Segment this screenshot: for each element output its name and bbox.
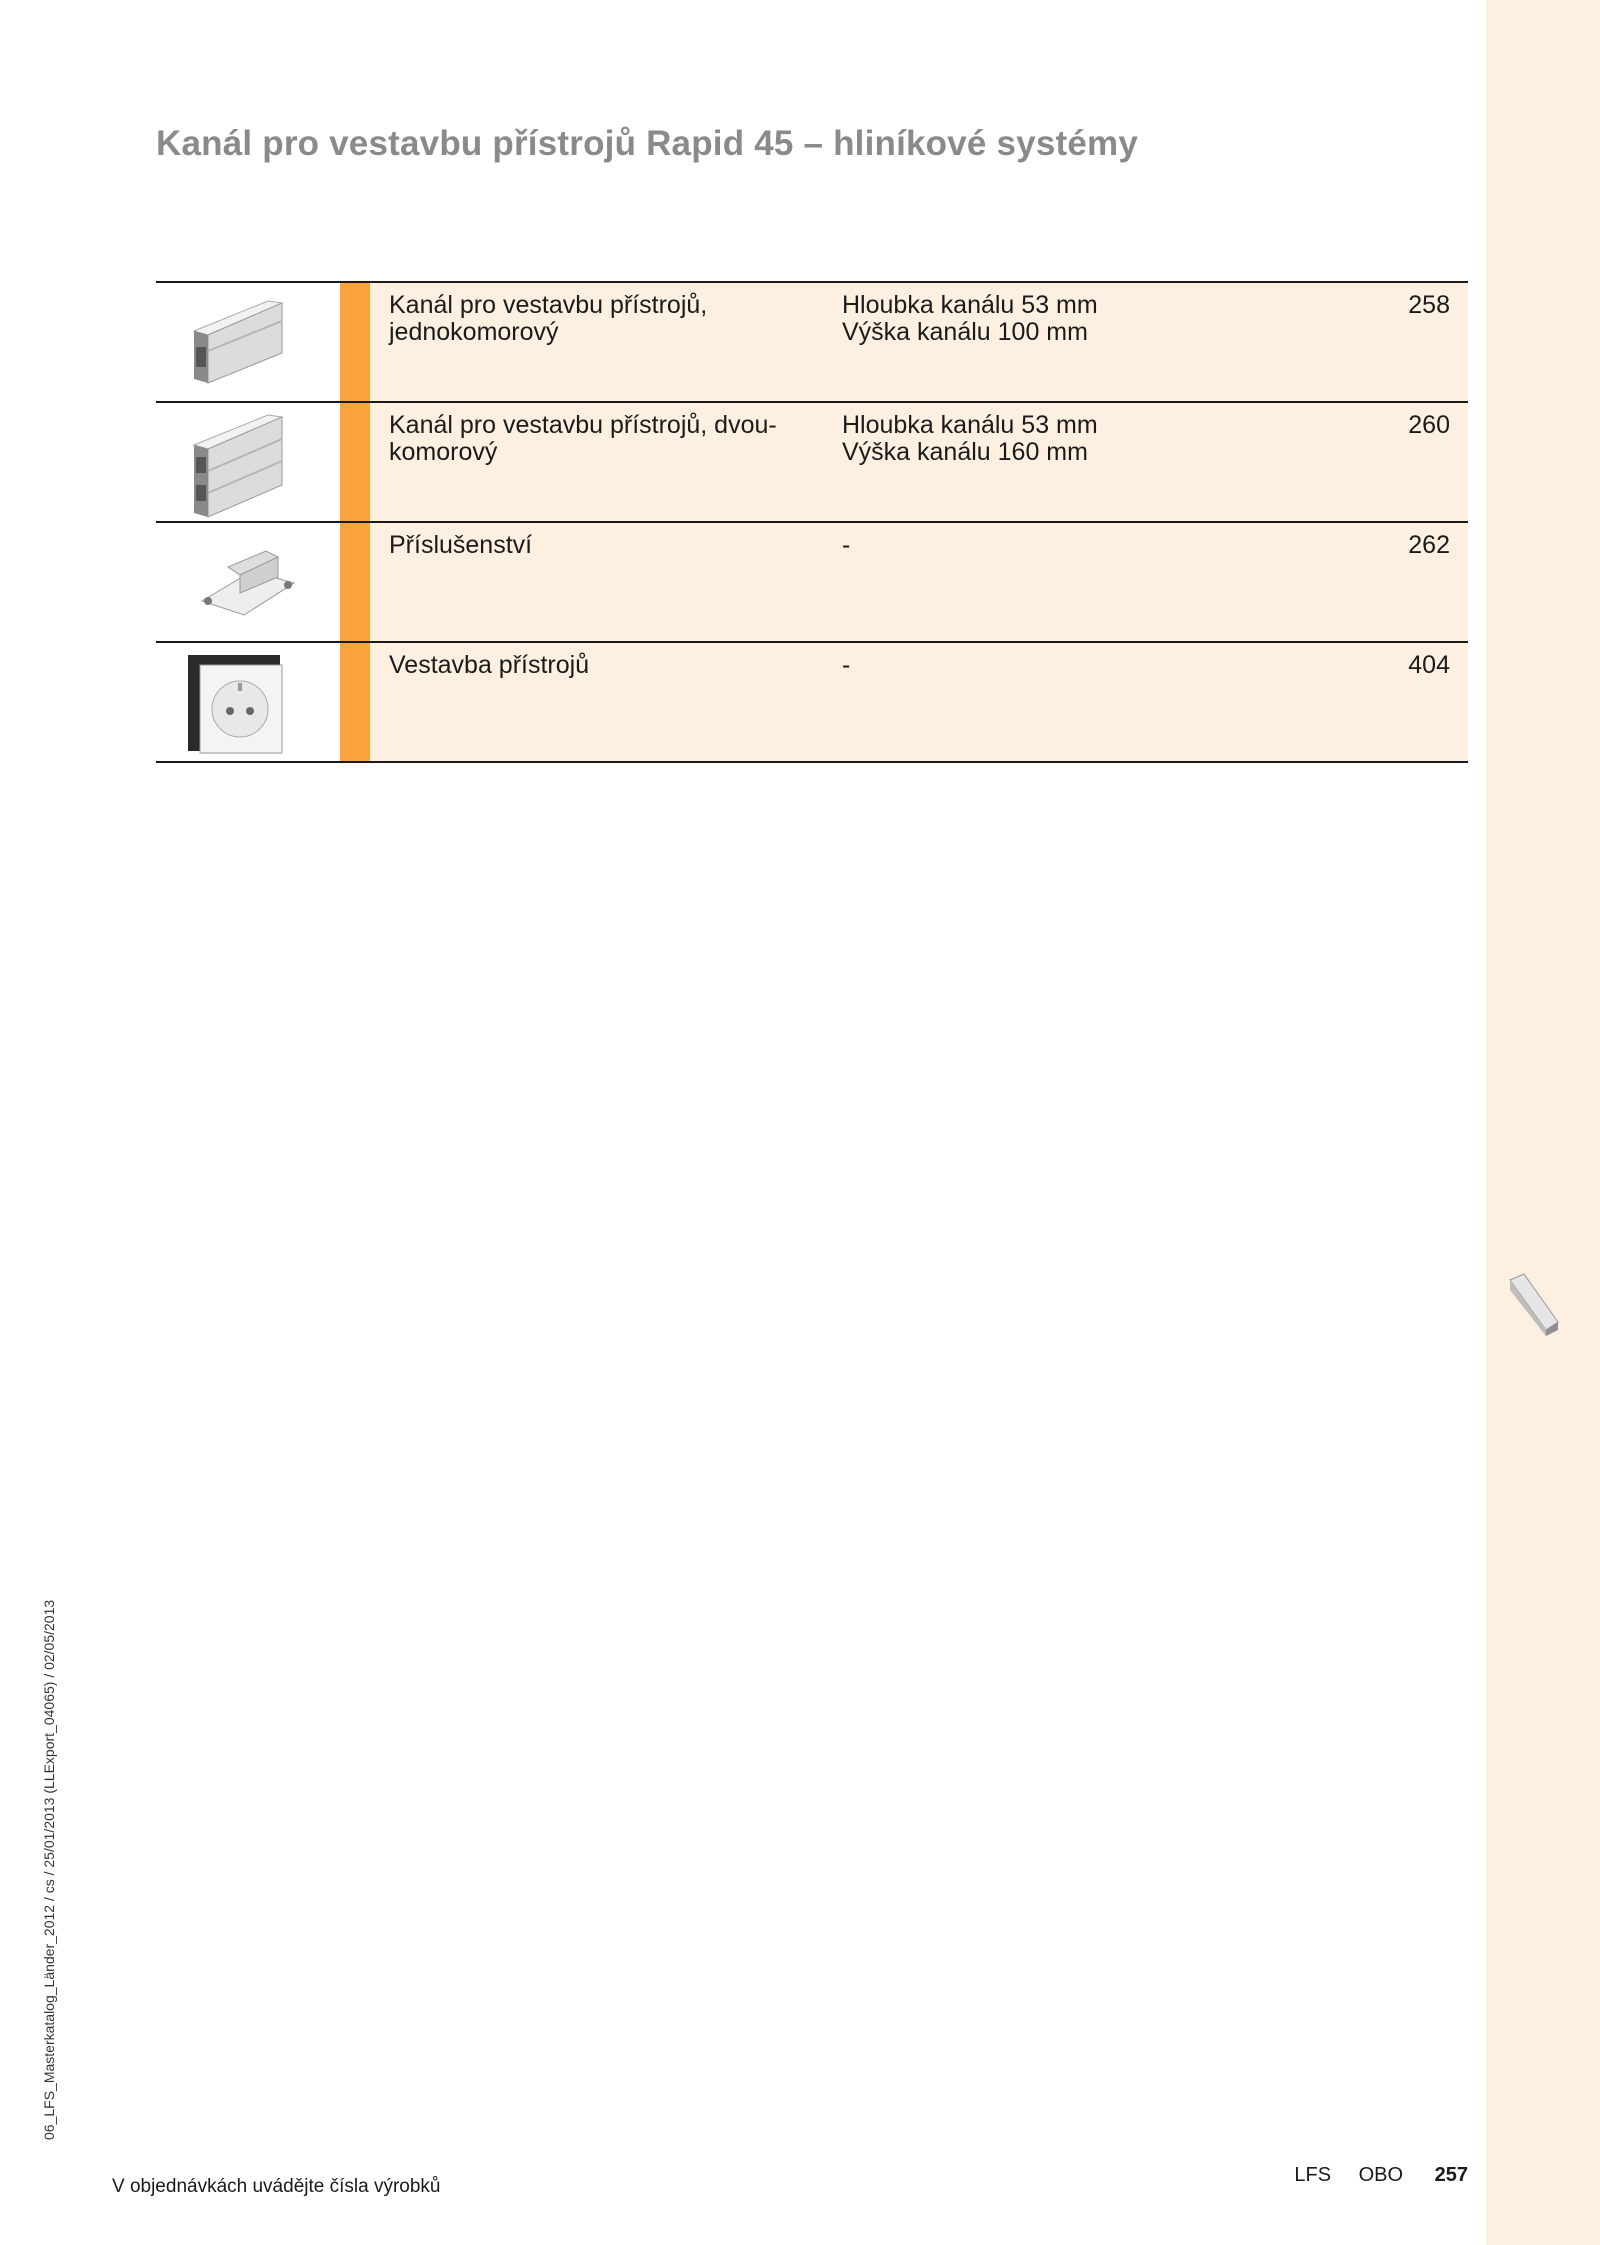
product-spec: Hloubka kanálu 53 mm Výška kanálu 160 mm (842, 411, 1098, 466)
product-name: Kanál pro vestavbu přístrojů, dvou- komorový (389, 411, 777, 466)
section-code: LFS (1294, 2164, 1332, 2186)
page-number: 257 (1434, 2164, 1468, 2186)
table-row[interactable] (156, 401, 1468, 521)
page-reference[interactable]: 404 (1408, 651, 1450, 679)
accessory-bracket-icon (156, 523, 340, 641)
document-meta: 06_LFS_Masterkatalog_Länder_2012 / cs / 25/01/2013 (LLExport_04065) / 02/05/2013 (41, 1599, 57, 2140)
product-spec: - (842, 531, 851, 559)
row-body (370, 643, 1468, 761)
row-accent-bar (340, 403, 370, 521)
chapter-trunking-icon (1506, 1272, 1564, 1336)
row-accent-bar (340, 523, 370, 641)
row-body (370, 283, 1468, 401)
row-accent-bar (340, 643, 370, 761)
footer-info (1272, 2164, 1468, 2187)
page-reference[interactable]: 258 (1408, 291, 1450, 319)
product-name: Vestavba přístrojů (389, 651, 590, 679)
page-title: Kanál pro vestavbu přístrojů Rapid 45 – hliníkové systémy (156, 124, 1139, 163)
product-table (156, 281, 1468, 763)
row-body (370, 403, 1468, 521)
brand-name: OBO (1358, 2164, 1404, 2186)
row-body (370, 523, 1468, 641)
page-reference[interactable]: 260 (1408, 411, 1450, 439)
product-spec: Hloubka kanálu 53 mm Výška kanálu 100 mm (842, 291, 1098, 346)
side-strip (1486, 0, 1600, 2245)
double-chamber-trunking-icon (156, 403, 340, 521)
single-chamber-trunking-icon (156, 283, 340, 401)
product-name: Příslušenství (389, 531, 533, 559)
table-row[interactable] (156, 521, 1468, 641)
socket-icon (156, 643, 340, 761)
table-row[interactable] (156, 641, 1468, 763)
footer-note: V objednávkách uvádějte čísla výrobků (112, 2176, 441, 2197)
product-name: Kanál pro vestavbu přístrojů, jednokomorový (389, 291, 708, 346)
row-accent-bar (340, 283, 370, 401)
table-row[interactable] (156, 281, 1468, 401)
page-reference[interactable]: 262 (1408, 531, 1450, 559)
product-spec: - (842, 651, 851, 679)
